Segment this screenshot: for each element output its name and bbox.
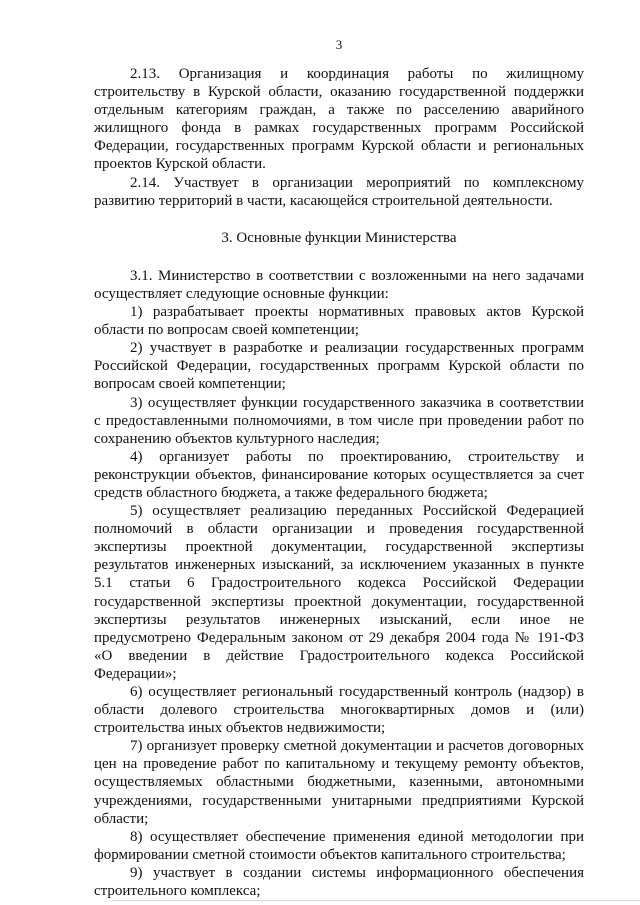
list-item-3: 3) осуществляет функции государственного заказчика в соответствии с предоставленными полномочиями, в том числе при проведении работ по сохранению объектов культурного наследия;	[94, 394, 584, 447]
document-page	[94, 38, 584, 900]
list-item-2: 2) участвует в разработке и реализации государственных программ Российской Федерации, государственных программ Курской области по вопросам своей компетенции;	[94, 340, 584, 393]
list-item-5: 5) осуществляет реализацию переданных Российской Федерацией полномочий в области организации и проведения государственной экспертизы проектной документации, государственной экспертизы результатов инженерных изысканий, за исключением указанных в пункте 5.1 статьи 6 Градостроительного кодекса Российской Федерации государственной экспертизы проектной документации, государственной экспертизы результатов инженерных изысканий, если иное не предусмотрено Федеральным законом от 29 декабря 2004 года № 191-ФЗ «О введении в действие Градостроительного кодекса Российской Федерации»;	[94, 503, 584, 682]
list-item-1: 1) разрабатывает проекты нормативных правовых актов Курской области по вопросам своей компетенции;	[94, 304, 584, 339]
paragraph-2-14: 2.14. Участвует в организации мероприятий по комплексному развитию территорий в части, касающейся строительной деятельности.	[94, 174, 584, 209]
list-item-9: 9) участвует в создании системы информационного обеспечения строительного комплекса;	[94, 864, 584, 900]
list-item-8: 8) осуществляет обеспечение применения единой методологии при формировании сметной стоимости объектов капитального строительства;	[94, 828, 584, 863]
list-item-6: 6) осуществляет региональный государственный контроль (надзор) в области долевого строительства многоквартирных домов и (или) строительства иных объектов недвижимости;	[94, 684, 584, 737]
scan-bottom-edge	[112, 900, 640, 901]
page-number: 3	[335, 37, 343, 52]
section-heading: 3. Основные функции Министерства	[221, 229, 457, 246]
paragraph-3-1: 3.1. Министерство в соответствии с возложенными на него задачами осуществляет следующие основные функции:	[94, 267, 584, 302]
paragraph-2-13: 2.13. Организация и координация работы по жилищному строительству в Курской области, оказанию государственной поддержки отдельным категориям граждан, а также по расселению аварийного жилищного фонда в рамках государственных программ Российской Федерации, государственных программ Курской области и региональных проектов Курской области.	[94, 66, 584, 173]
list-item-7: 7) организует проверку сметной документации и расчетов договорных цен на проведение работ по капитальному и текущему ремонту объектов, осуществляемых областными бюджетными, казенными, автономными учреждениями, государственными унитарными предприятиями Курской области;	[94, 738, 584, 827]
list-item-4: 4) организует работы по проектированию, строительству и реконструкции объектов, финансирование которых осуществляется за счет средств областного бюджета, а также федерального бюджета;	[94, 448, 584, 501]
